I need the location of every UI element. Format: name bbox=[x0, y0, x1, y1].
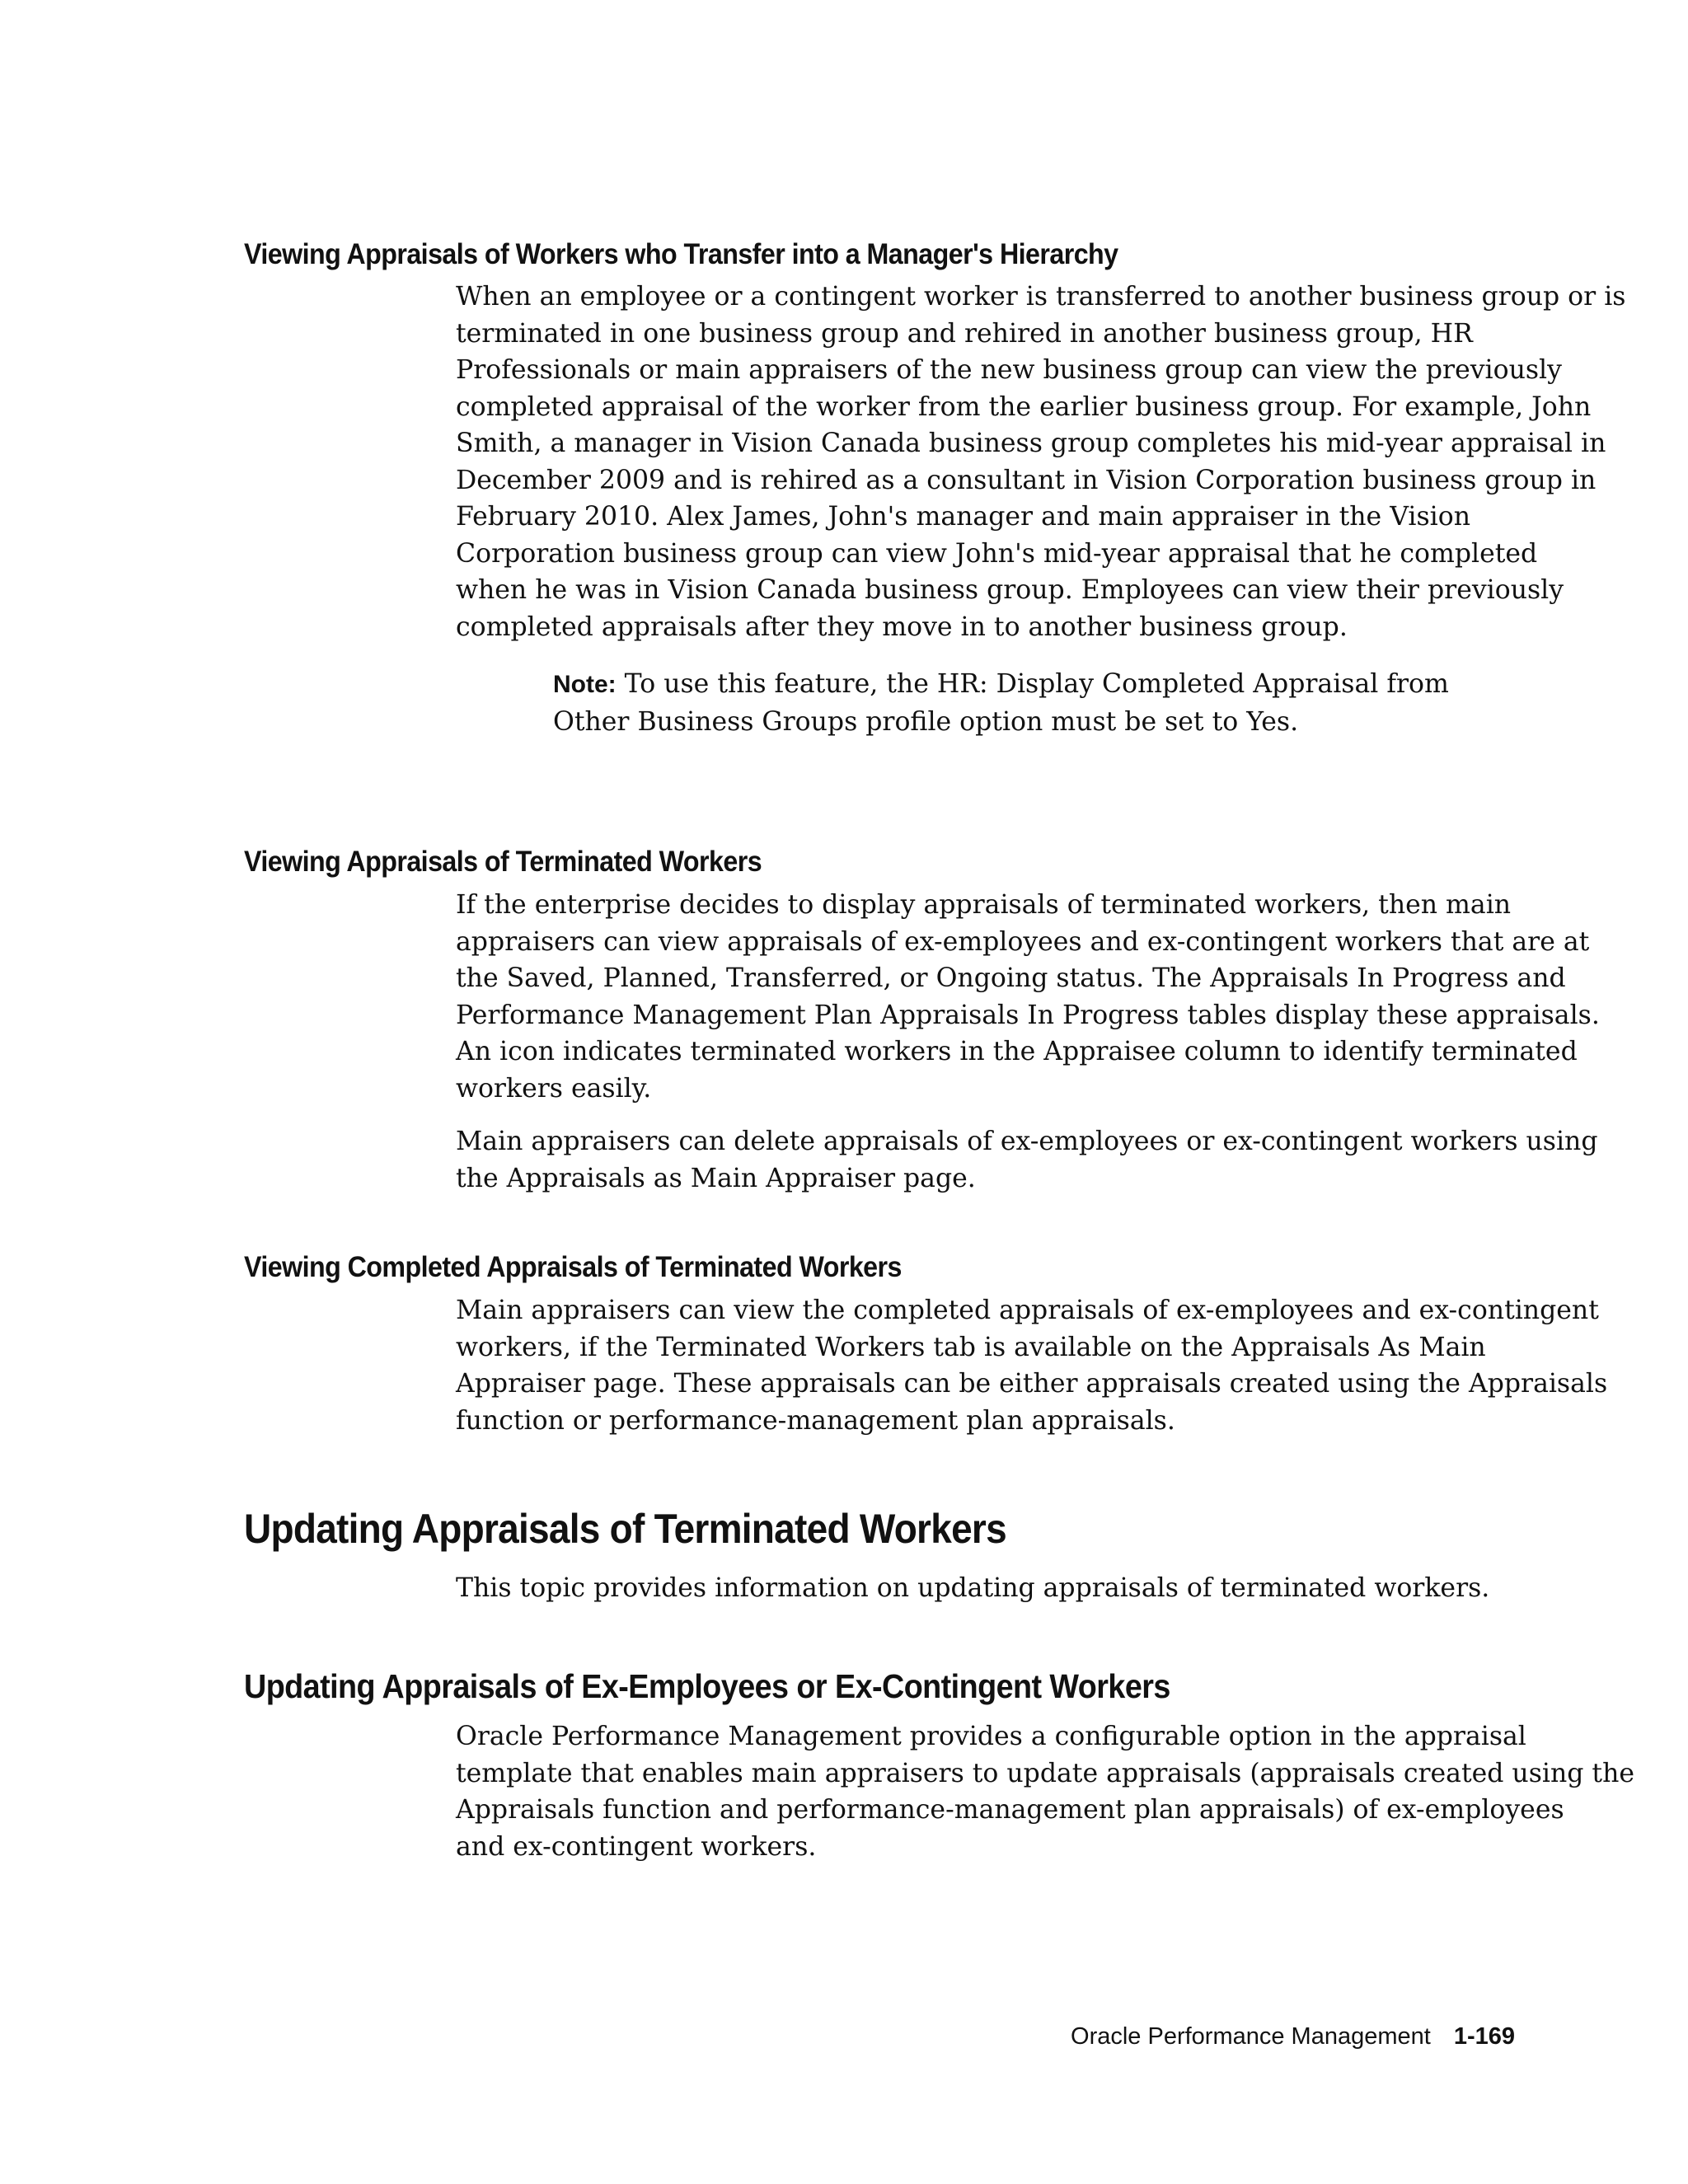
text-line: completed appraisal of the worker from the earlier business group. For example, John bbox=[456, 391, 1592, 422]
text-line: When an employee or a contingent worker is transferred to another business group or is bbox=[456, 282, 1626, 312]
section-body-terminated-2 bbox=[456, 1123, 1598, 1197]
text-line: the Saved, Planned, Transferred, or Ongoing status. The Appraisals In Progress and bbox=[456, 963, 1566, 993]
note-block bbox=[553, 666, 1501, 740]
text-line: workers, if the Terminated Workers tab is available on the Appraisals As Main bbox=[456, 1332, 1486, 1362]
text-line: Appraiser page. These appraisals can be either appraisals created using the Appraisals bbox=[456, 1369, 1608, 1399]
section-body-terminated bbox=[456, 887, 1600, 1107]
text-line: Appraisals function and performance-management plan appraisals) of ex-employees bbox=[456, 1795, 1564, 1825]
text-line: when he was in Vision Canada business group. Employees can view their previously bbox=[456, 575, 1564, 605]
text-line: function or performance-management plan appraisals. bbox=[456, 1405, 1175, 1436]
note-line: Other Business Groups profile option must be set to Yes. bbox=[553, 706, 1299, 737]
page-footer bbox=[1071, 2023, 1515, 2050]
section-body-updating bbox=[456, 1570, 1519, 1607]
note-label: Note: bbox=[553, 671, 617, 698]
note-text: To use this feature, the HR: Display Completed Appraisal from bbox=[624, 669, 1449, 699]
section-heading-ex-employees: Updating Appraisals of Ex-Employees or Ex-Contingent Workers bbox=[244, 1667, 1170, 1705]
text-line: Professionals or main appraisers of the new business group can view the previously bbox=[456, 355, 1562, 385]
text-line: Main appraisers can delete appraisals of ex-employees or ex-contingent workers using bbox=[456, 1127, 1598, 1156]
text-line: Performance Management Plan Appraisals In Progress tables display these appraisals. bbox=[456, 1000, 1600, 1030]
text-line: template that enables main appraisers to update appraisals (appraisals created using the bbox=[456, 1758, 1635, 1788]
page-number: 1-169 bbox=[1453, 2023, 1515, 2050]
text-line: terminated in one business group and rehired in another business group, HR bbox=[456, 318, 1473, 349]
text-line: workers easily. bbox=[456, 1073, 652, 1104]
text-line: Main appraisers can view the completed appraisals of ex-employees and ex-contingent bbox=[456, 1296, 1599, 1325]
text-line: Oracle Performance Management provides a configurable option in the appraisal bbox=[456, 1722, 1526, 1751]
text-line: February 2010. Alex James, John's manager and main appraiser in the Vision bbox=[456, 502, 1470, 532]
text-line: Smith, a manager in Vision Canada business group completes his mid-year appraisal in bbox=[456, 429, 1606, 458]
text-line: appraisers can view appraisals of ex-employees and ex-contingent workers that are at bbox=[456, 926, 1590, 957]
section-heading-transfer: Viewing Appraisals of Workers who Transfer into a Manager's Hierarchy bbox=[244, 238, 1118, 270]
text-line: If the enterprise decides to display appraisals of terminated workers, then main bbox=[456, 890, 1512, 920]
section-heading-terminated: Viewing Appraisals of Terminated Workers bbox=[244, 846, 762, 878]
text-line: completed appraisals after they move in to another business group. bbox=[456, 612, 1348, 642]
page-title-updating: Updating Appraisals of Terminated Workers bbox=[244, 1506, 1006, 1552]
text-line: Corporation business group can view John's mid-year appraisal that he completed bbox=[456, 538, 1538, 569]
section-heading-completed: Viewing Completed Appraisals of Terminated Workers bbox=[244, 1251, 902, 1283]
section-body-ex-employees bbox=[456, 1718, 1635, 1865]
text-line: and ex-contingent workers. bbox=[456, 1831, 817, 1862]
note-line bbox=[553, 666, 1501, 704]
text-line: This topic provides information on updating appraisals of terminated workers. bbox=[456, 1573, 1490, 1603]
text-line: An icon indicates terminated workers in the Appraisee column to identify terminated bbox=[456, 1037, 1578, 1066]
section-body-completed bbox=[456, 1292, 1608, 1439]
text-line: December 2009 and is rehired as a consultant in Vision Corporation business group in bbox=[456, 465, 1597, 495]
section-body-transfer bbox=[456, 279, 1626, 645]
text-line: the Appraisals as Main Appraiser page. bbox=[456, 1163, 976, 1193]
footer-title: Oracle Performance Management bbox=[1071, 2023, 1431, 2050]
